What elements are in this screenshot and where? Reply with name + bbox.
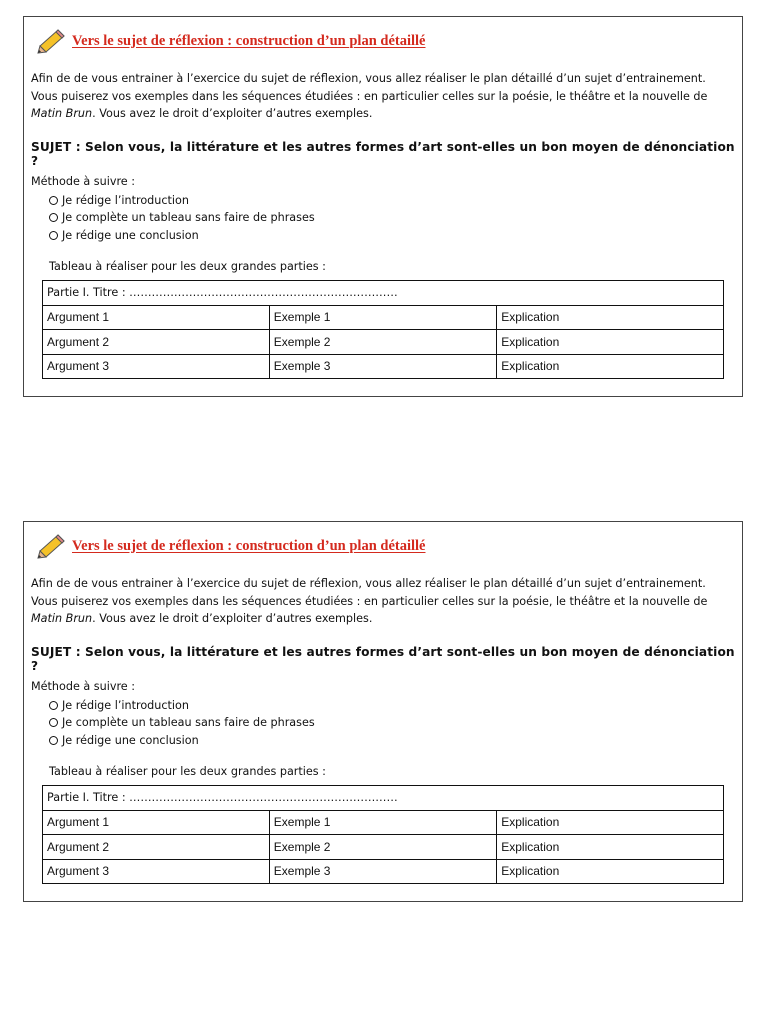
table-cell[interactable]: Argument 1 xyxy=(43,305,270,330)
table-cell[interactable]: Exemple 1 xyxy=(269,305,496,330)
worksheet-card-2 xyxy=(23,521,743,902)
table-header-cell[interactable]: Partie I. Titre : ……………………………………………………………… xyxy=(43,281,724,306)
sujet-statement: SUJET : Selon vous, la littérature et les autres formes d’art sont-elles un bon moyen de dénonciation ? xyxy=(31,140,735,168)
pencil-icon xyxy=(36,28,66,54)
worksheet-title: Vers le sujet de réflexion : construction d’un plan détaillé xyxy=(72,32,426,49)
table-cell[interactable]: Argument 2 xyxy=(43,835,270,860)
circle-bullet-icon[interactable] xyxy=(49,213,58,222)
table-cell[interactable]: Argument 3 xyxy=(43,354,270,379)
intro-line-1: Afin de de vous entrainer à l’exercice du sujet de réflexion, vous allez réaliser le plan détaillé d’un sujet d’entrainement. xyxy=(31,72,706,85)
circle-bullet-icon[interactable] xyxy=(49,231,58,240)
intro-line-3-rest: . Vous avez le droit d’exploiter d’autres exemples. xyxy=(92,612,373,625)
intro-italic: Matin Brun xyxy=(31,612,93,625)
title-row xyxy=(36,27,426,55)
table-cell[interactable]: Exemple 2 xyxy=(269,330,496,355)
table-cell[interactable]: Explication xyxy=(497,835,724,860)
table-row xyxy=(43,859,724,884)
table-cell[interactable]: Explication xyxy=(497,810,724,835)
title-row xyxy=(36,532,426,560)
table-row xyxy=(43,354,724,379)
table-row xyxy=(43,810,724,835)
table-cell[interactable]: Explication xyxy=(497,305,724,330)
plan-table xyxy=(42,785,724,884)
step-item[interactable] xyxy=(49,732,315,749)
intro-line-2: Vous puiserez vos exemples dans les séquences étudiées : en particulier celles sur la poésie, le théâtre et la nouvelle de xyxy=(31,89,708,103)
intro-line-1: Afin de de vous entrainer à l’exercice du sujet de réflexion, vous allez réaliser le plan détaillé d’un sujet d’entrainement. xyxy=(31,577,706,590)
method-steps xyxy=(49,697,315,749)
table-cell[interactable]: Exemple 3 xyxy=(269,859,496,884)
table-header-row xyxy=(43,786,724,811)
step-label: Je rédige l’introduction xyxy=(62,194,189,208)
intro-paragraph xyxy=(31,575,737,628)
step-item[interactable] xyxy=(49,227,315,244)
step-label: Je complète un tableau sans faire de phrases xyxy=(62,211,315,225)
step-label: Je rédige une conclusion xyxy=(62,733,199,747)
step-label: Je rédige l’introduction xyxy=(62,699,189,713)
table-cell[interactable]: Argument 1 xyxy=(43,810,270,835)
method-label: Méthode à suivre : xyxy=(31,680,136,693)
circle-bullet-icon[interactable] xyxy=(49,736,58,745)
step-item[interactable] xyxy=(49,192,315,209)
table-cell[interactable]: Argument 2 xyxy=(43,330,270,355)
intro-italic: Matin Brun xyxy=(31,107,93,120)
table-header-cell[interactable]: Partie I. Titre : ……………………………………………………………… xyxy=(43,786,724,811)
intro-line-3 xyxy=(31,610,737,628)
method-steps xyxy=(49,192,315,244)
intro-line-3-rest: . Vous avez le droit d’exploiter d’autres exemples. xyxy=(92,107,373,120)
plan-table xyxy=(42,280,724,379)
table-cell[interactable]: Argument 3 xyxy=(43,859,270,884)
step-item[interactable] xyxy=(49,714,315,731)
intro-line-2: Vous puiserez vos exemples dans les séquences étudiées : en particulier celles sur la poésie, le théâtre et la nouvelle de xyxy=(31,594,708,608)
table-row xyxy=(43,305,724,330)
table-row xyxy=(43,835,724,860)
table-cell[interactable]: Explication xyxy=(497,354,724,379)
table-intro: Tableau à réaliser pour les deux grandes parties : xyxy=(49,260,326,273)
sujet-statement: SUJET : Selon vous, la littérature et les autres formes d’art sont-elles un bon moyen de dénonciation ? xyxy=(31,645,735,673)
intro-paragraph xyxy=(31,70,737,123)
circle-bullet-icon[interactable] xyxy=(49,701,58,710)
step-item[interactable] xyxy=(49,697,315,714)
step-item[interactable] xyxy=(49,209,315,226)
step-label: Je rédige une conclusion xyxy=(62,228,199,242)
method-label: Méthode à suivre : xyxy=(31,175,136,188)
intro-line-3 xyxy=(31,105,737,123)
table-row xyxy=(43,330,724,355)
table-cell[interactable]: Exemple 3 xyxy=(269,354,496,379)
pencil-icon xyxy=(36,533,66,559)
worksheet-title: Vers le sujet de réflexion : construction d’un plan détaillé xyxy=(72,537,426,554)
circle-bullet-icon[interactable] xyxy=(49,718,58,727)
circle-bullet-icon[interactable] xyxy=(49,196,58,205)
worksheet-card-1 xyxy=(23,16,743,397)
step-label: Je complète un tableau sans faire de phrases xyxy=(62,716,315,730)
table-cell[interactable]: Exemple 1 xyxy=(269,810,496,835)
table-cell[interactable]: Explication xyxy=(497,859,724,884)
table-header-row xyxy=(43,281,724,306)
table-intro: Tableau à réaliser pour les deux grandes parties : xyxy=(49,765,326,778)
table-cell[interactable]: Exemple 2 xyxy=(269,835,496,860)
table-cell[interactable]: Explication xyxy=(497,330,724,355)
